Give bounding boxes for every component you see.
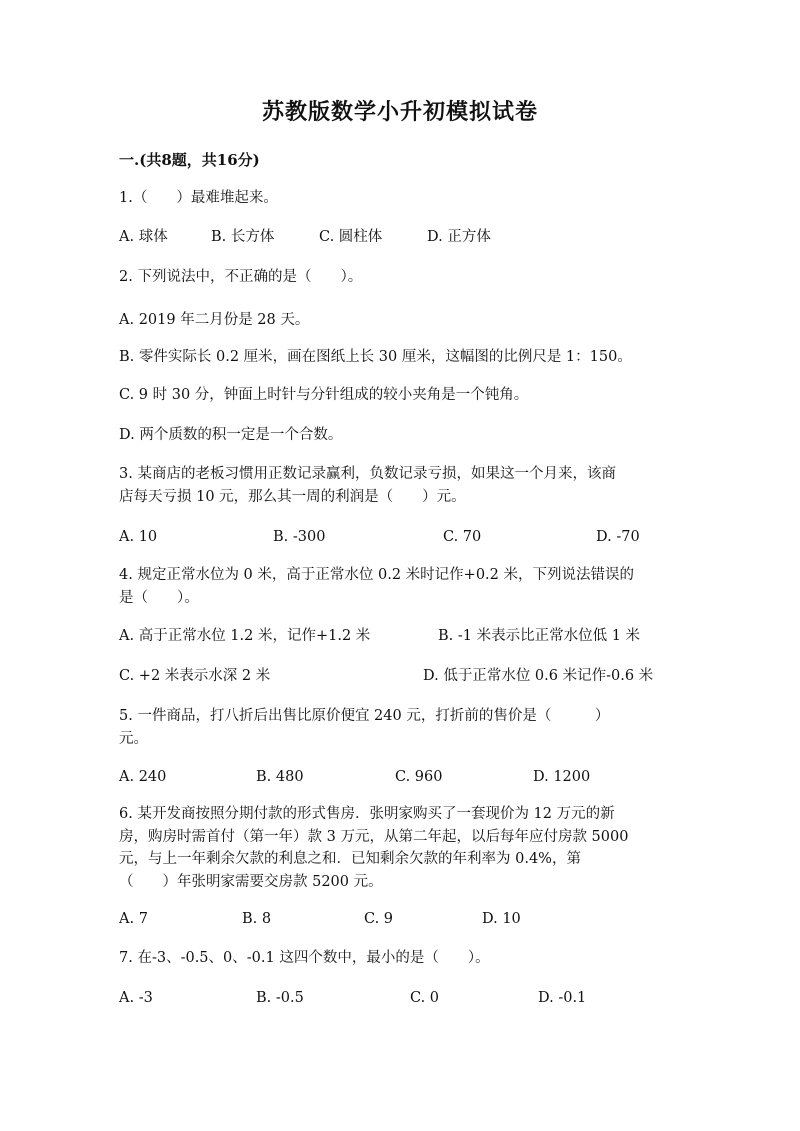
question-3-stem-line-2: 店每天亏损 10 元，那么其一周的利润是（ ）元。 <box>119 489 466 505</box>
question-6-stem-line-1: 6. 某开发商按照分期付款的形式售房．张明家购买了一套现价为 12 万元的新 <box>119 806 615 822</box>
question-7-option-c: C. 0 <box>410 990 440 1006</box>
question-5-option-a: A. 240 <box>119 769 167 785</box>
question-3-option-d: D. -70 <box>596 529 640 545</box>
question-2-option-a: A. 2019 年二月份是 28 天。 <box>119 312 310 328</box>
question-6-option-b: B. 8 <box>242 911 272 927</box>
question-1-option-c: C. 圆柱体 <box>319 229 383 245</box>
question-1-stem: 1.（ ）最难堆起来。 <box>119 190 278 206</box>
question-4-stem-line-1: 4. 规定正常水位为 0 米，高于正常水位 0.2 米时记作+0.2 米，下列说法错误的 <box>119 567 634 583</box>
question-5-option-d: D. 1200 <box>533 769 591 785</box>
question-7-option-b: B. -0.5 <box>256 990 304 1006</box>
section-header: 一.(共8题，共16分) <box>119 151 260 169</box>
question-7-stem: 7. 在-3、-0.5、0、-0.1 这四个数中，最小的是（ ）。 <box>119 950 490 966</box>
question-6-option-c: C. 9 <box>364 911 394 927</box>
question-2-option-d: D. 两个质数的积一定是一个合数。 <box>119 427 343 443</box>
question-5-option-b: B. 480 <box>256 769 304 785</box>
question-3-option-a: A. 10 <box>119 529 158 545</box>
question-5-option-c: C. 960 <box>395 769 443 785</box>
question-6-option-a: A. 7 <box>119 911 148 927</box>
question-3-stem-line-1: 3. 某商店的老板习惯用正数记录赢利，负数记录亏损，如果这一个月来，该商 <box>119 466 616 482</box>
question-2-stem: 2. 下列说法中，不正确的是（ ）。 <box>119 269 363 285</box>
question-4-stem-line-2: 是（ ）。 <box>119 590 199 606</box>
question-4-option-a: A. 高于正常水位 1.2 米，记作+1.2 米 <box>119 628 371 644</box>
question-1-option-b: B. 长方体 <box>211 229 275 245</box>
question-1-option-a: A. 球体 <box>119 229 168 245</box>
question-2-option-c: C. 9 时 30 分，钟面上时针与分针组成的较小夹角是一个钝角。 <box>119 387 529 403</box>
question-6-option-d: D. 10 <box>482 911 521 927</box>
question-3-option-b: B. -300 <box>273 529 326 545</box>
question-6-stem-line-2: 房，购房时需首付（第一年）款 3 万元，从第二年起，以后每年应付房款 5000 <box>119 829 629 845</box>
question-5-stem-line-1: 5. 一件商品，打八折后出售比原价便宜 240 元，打折前的售价是（ ） <box>119 708 610 724</box>
question-7-option-d: D. -0.1 <box>538 990 587 1006</box>
question-3-option-c: C. 70 <box>443 529 482 545</box>
question-6-stem-line-3: 元，与上一年剩余欠款的利息之和．已知剩余欠款的年利率为 0.4%，第 <box>119 851 581 867</box>
question-6-stem-line-4: （ ）年张明家需要交房款 5200 元。 <box>119 874 383 890</box>
question-4-option-c: C. +2 米表示水深 2 米 <box>119 668 271 684</box>
question-4-option-d: D. 低于正常水位 0.6 米记作-0.6 米 <box>423 668 654 684</box>
question-1-option-d: D. 正方体 <box>427 229 491 245</box>
question-5-stem-line-2: 元。 <box>119 731 148 747</box>
question-2-option-b: B. 零件实际长 0.2 厘米，画在图纸上长 30 厘米，这幅图的比例尺是 1：150。 <box>119 349 632 365</box>
question-7-option-a: A. -3 <box>119 990 153 1006</box>
question-4-option-b: B. -1 米表示比正常水位低 1 米 <box>438 628 641 644</box>
page-title: 苏教版数学小升初模拟试卷 <box>261 99 538 125</box>
